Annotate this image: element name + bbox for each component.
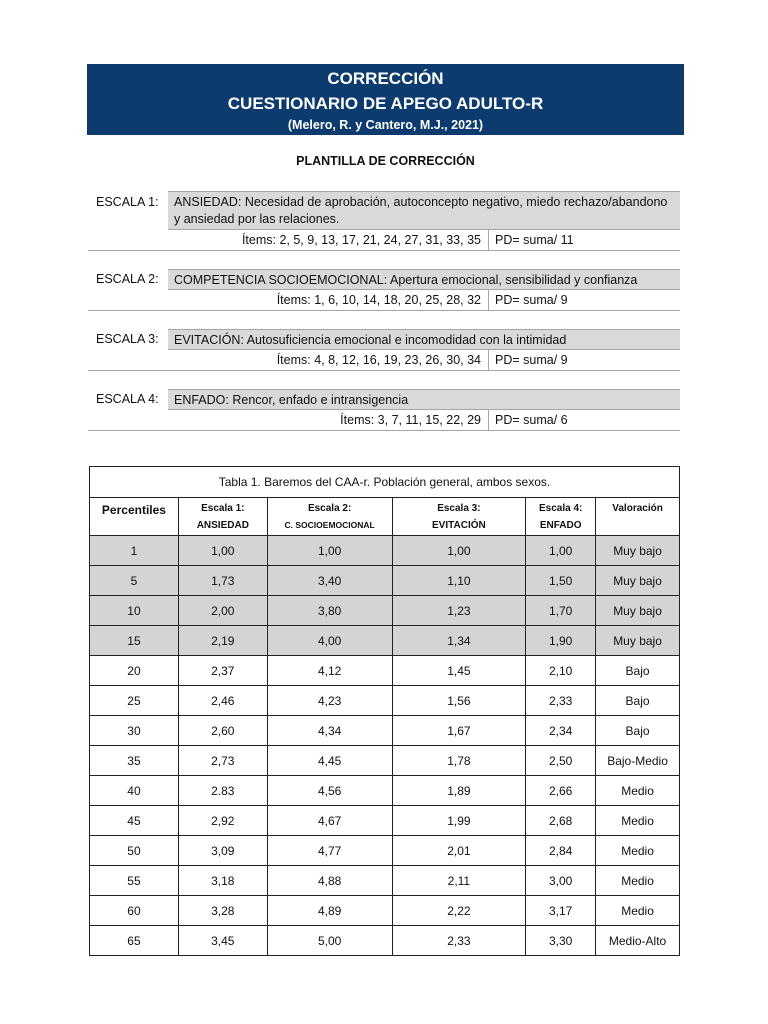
cell-percentile: 50 [90,836,179,866]
cell-scale-2: 1,00 [267,536,392,566]
table-row [90,656,680,686]
cell-scale-3: 1,10 [392,566,526,596]
cell-percentile: 20 [90,656,179,686]
header-valoracion: Valoración [596,498,680,536]
scale-items: Ítems: 1, 6, 10, 14, 18, 20, 25, 28, 32 [276,293,481,307]
scale-description: COMPETENCIA SOCIOEMOCIONAL: Apertura emocional, sensibilidad y confianza [168,269,680,290]
scale-items-row [88,410,680,431]
header-line: Escala 2: [307,503,352,514]
cell-scale-4: 2,10 [526,656,596,686]
cell-percentile: 35 [90,746,179,776]
cell-valoracion: Bajo [596,686,680,716]
scale-items-row [88,350,680,371]
scale-items-row [88,290,680,311]
cell-scale-3: 2,33 [392,926,526,956]
scale-block-4 [88,389,680,431]
scale-block-3 [88,329,680,371]
cell-valoracion: Medio [596,866,680,896]
table-row [90,746,680,776]
scale-pd: PD= suma/ 6 [488,410,680,430]
scale-description: ANSIEDAD: Necesidad de aprobación, autoconcepto negativo, miedo rechazo/abandono y ansiedad por las relaciones. [168,191,680,230]
scale-items-row [88,230,680,251]
cell-scale-3: 1,89 [392,776,526,806]
header-line: EVITACIÓN [432,520,486,531]
table-row [90,836,680,866]
header-line: ENFADO [539,520,582,531]
cell-scale-1: 3,28 [178,896,267,926]
scale-block-1 [88,191,680,251]
table-row [90,626,680,656]
cell-scale-4: 1,50 [526,566,596,596]
cell-scale-3: 1,56 [392,686,526,716]
cell-scale-2: 4,77 [267,836,392,866]
table-row [90,716,680,746]
cell-valoracion: Bajo-Medio [596,746,680,776]
cell-percentile: 60 [90,896,179,926]
cell-scale-2: 3,80 [267,596,392,626]
cell-scale-4: 2,68 [526,806,596,836]
cell-scale-1: 1,00 [178,536,267,566]
cell-scale-4: 3,00 [526,866,596,896]
header-scale-2 [267,498,392,536]
header-percentiles: Percentiles [90,498,179,536]
cell-scale-1: 2,73 [178,746,267,776]
table-row [90,776,680,806]
cell-scale-1: 3,45 [178,926,267,956]
cell-valoracion: Medio [596,806,680,836]
cell-scale-1: 2,37 [178,656,267,686]
cell-scale-3: 2,11 [392,866,526,896]
cell-scale-4: 1,70 [526,596,596,626]
cell-valoracion: Medio [596,896,680,926]
scale-items: Ítems: 3, 7, 11, 15, 22, 29 [340,413,481,427]
cell-percentile: 65 [90,926,179,956]
cell-scale-2: 4,00 [267,626,392,656]
table-row [90,536,680,566]
cell-scale-3: 1,45 [392,656,526,686]
cell-valoracion: Medio [596,776,680,806]
cell-percentile: 10 [90,596,179,626]
header-scale-3 [392,498,526,536]
cell-scale-2: 4,34 [267,716,392,746]
header-line: C. SOCIOEMOCIONAL [284,520,375,530]
document-header [87,64,684,135]
cell-scale-2: 4,88 [267,866,392,896]
cell-scale-2: 4,12 [267,656,392,686]
cell-scale-4: 1,90 [526,626,596,656]
cell-valoracion: Muy bajo [596,566,680,596]
scale-label: ESCALA 2: [96,272,159,286]
cell-percentile: 30 [90,716,179,746]
header-title-correccion: CORRECCIÓN [327,69,444,88]
cell-percentile: 45 [90,806,179,836]
norms-table [89,466,680,956]
cell-valoracion: Bajo [596,656,680,686]
cell-percentile: 15 [90,626,179,656]
table-row [90,896,680,926]
cell-valoracion: Bajo [596,716,680,746]
scale-label: ESCALA 1: [96,195,159,209]
table-row [90,686,680,716]
cell-scale-4: 3,30 [526,926,596,956]
header-scale-1 [178,498,267,536]
cell-scale-2: 4,89 [267,896,392,926]
cell-scale-4: 2,66 [526,776,596,806]
cell-scale-3: 1,23 [392,596,526,626]
header-line: Escala 1: [201,503,245,514]
cell-percentile: 55 [90,866,179,896]
cell-scale-4: 2,50 [526,746,596,776]
scale-description: ENFADO: Rencor, enfado e intransigencia [168,389,680,410]
scale-block-2 [88,269,680,311]
scale-pd: PD= suma/ 9 [488,290,680,310]
scale-label: ESCALA 4: [96,392,159,406]
cell-percentile: 25 [90,686,179,716]
scale-items: Ítems: 4, 8, 12, 16, 19, 23, 26, 30, 34 [276,353,481,367]
cell-scale-4: 3,17 [526,896,596,926]
cell-scale-3: 1,00 [392,536,526,566]
cell-valoracion: Medio [596,836,680,866]
cell-percentile: 40 [90,776,179,806]
cell-scale-2: 4,67 [267,806,392,836]
cell-scale-1: 1,73 [178,566,267,596]
scale-pd: PD= suma/ 9 [488,350,680,370]
cell-scale-4: 1,00 [526,536,596,566]
scale-label: ESCALA 3: [96,332,159,346]
table-row [90,926,680,956]
cell-scale-4: 2,34 [526,716,596,746]
table-body [90,536,680,956]
table-row [90,596,680,626]
cell-percentile: 1 [90,536,179,566]
cell-scale-3: 2,01 [392,836,526,866]
header-line: Escala 4: [538,503,583,514]
cell-scale-1: 2,00 [178,596,267,626]
table-row [90,566,680,596]
cell-scale-2: 3,40 [267,566,392,596]
cell-scale-2: 4,56 [267,776,392,806]
cell-scale-3: 1,78 [392,746,526,776]
cell-percentile: 5 [90,566,179,596]
cell-scale-3: 1,34 [392,626,526,656]
cell-scale-1: 2,46 [178,686,267,716]
scale-pd: PD= suma/ 11 [488,230,680,250]
header-line: ANSIEDAD [196,520,249,531]
scale-description: EVITACIÓN: Autosuficiencia emocional e incomodidad con la intimidad [168,329,680,350]
cell-scale-3: 1,67 [392,716,526,746]
cell-scale-2: 4,23 [267,686,392,716]
cell-scale-1: 2.83 [178,776,267,806]
cell-scale-3: 2,22 [392,896,526,926]
table-caption: Tabla 1. Baremos del CAA-r. Población general, ambos sexos. [90,467,680,498]
cell-scale-1: 3,18 [178,866,267,896]
scale-items: Ítems: 2, 5, 9, 13, 17, 21, 24, 27, 31, 33, 35 [241,233,481,247]
cell-scale-1: 2,60 [178,716,267,746]
cell-scale-4: 2,33 [526,686,596,716]
page-subtitle: PLANTILLA DE CORRECCIÓN [296,154,475,168]
cell-valoracion: Muy bajo [596,596,680,626]
table-row [90,806,680,836]
header-citation: (Melero, R. y Cantero, M.J., 2021) [287,118,484,132]
cell-scale-2: 5,00 [267,926,392,956]
cell-scale-4: 2,84 [526,836,596,866]
cell-scale-1: 2,19 [178,626,267,656]
cell-scale-1: 3,09 [178,836,267,866]
table-row [90,866,680,896]
header-scale-4 [526,498,596,536]
header-line: Escala 3: [437,503,481,514]
cell-scale-1: 2,92 [178,806,267,836]
cell-scale-3: 1,99 [392,806,526,836]
cell-valoracion: Medio-Alto [596,926,680,956]
cell-scale-2: 4,45 [267,746,392,776]
cell-valoracion: Muy bajo [596,626,680,656]
header-title-questionnaire: CUESTIONARIO DE APEGO ADULTO-R [227,94,544,113]
cell-valoracion: Muy bajo [596,536,680,566]
